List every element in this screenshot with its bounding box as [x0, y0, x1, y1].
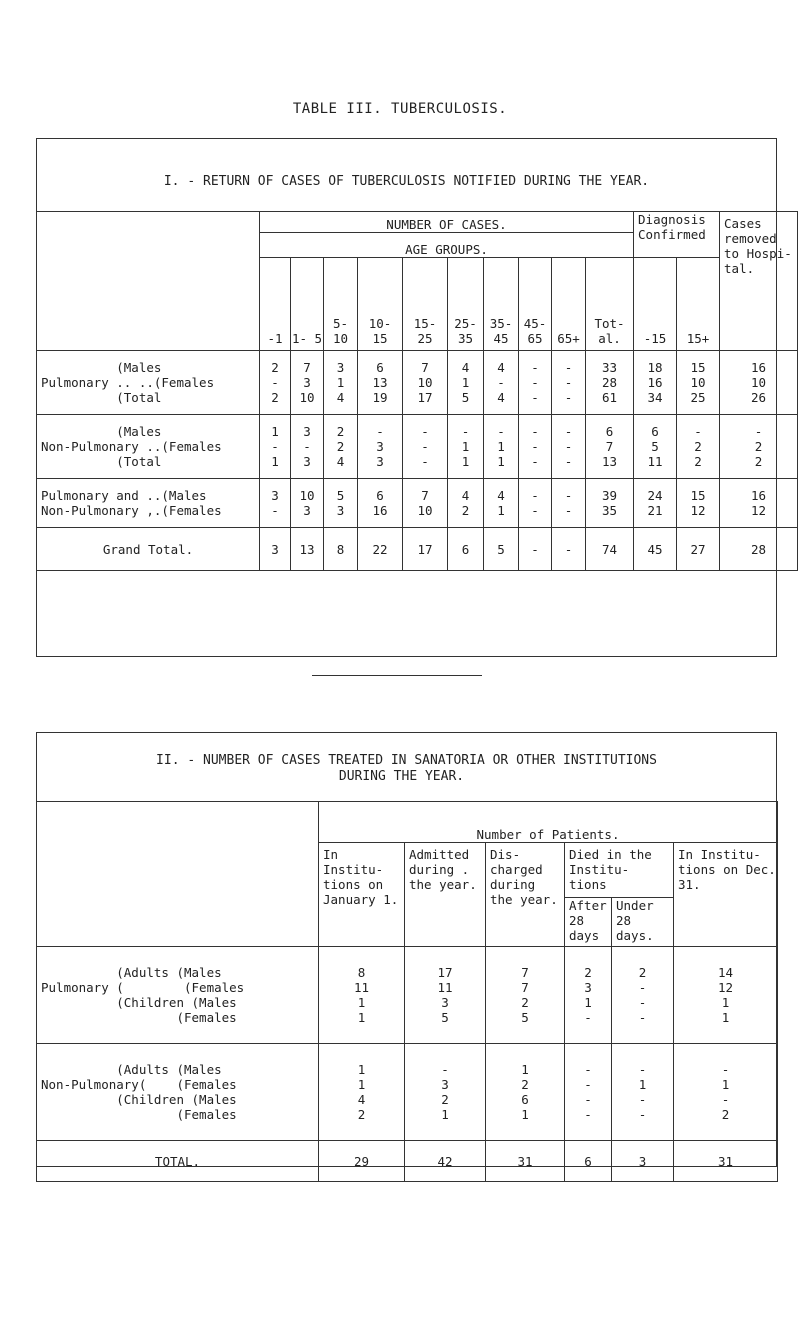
grand-total-value: 13 — [291, 528, 324, 571]
row-label-line: Pulmonary and ..(Males — [41, 488, 207, 503]
value-cell — [403, 415, 448, 479]
row-label-line: Non-Pulmonary( (Females — [41, 1077, 237, 1092]
value-cell — [484, 351, 519, 415]
total-row — [37, 1141, 778, 1182]
value-column: 1 1 4 2 — [357, 1062, 366, 1122]
value-cell — [634, 415, 677, 479]
row-label-line: (Adults (Males — [41, 965, 222, 980]
row-group-label — [37, 1044, 319, 1141]
value: - — [303, 439, 311, 454]
row-label-line: Pulmonary .. ..(Females — [41, 375, 215, 390]
value: 3 — [376, 454, 384, 469]
value: - — [497, 375, 505, 390]
value: 18 — [647, 360, 663, 375]
age-column-header: -1 — [260, 258, 291, 351]
value: 7 — [605, 439, 614, 454]
value: 16 — [750, 360, 767, 375]
age-column-header: 1- 5 — [291, 258, 324, 351]
total-value: 31 — [486, 1141, 565, 1182]
value: - — [564, 390, 573, 405]
row-label-line: Non-Pulmonary ,.(Females — [41, 503, 222, 518]
value: 1 — [497, 439, 505, 454]
value: 10 — [299, 488, 315, 503]
header-blank-cell — [37, 802, 319, 947]
value: - — [754, 424, 763, 439]
value-cell — [319, 947, 405, 1044]
value: - — [271, 503, 279, 518]
header-in-dec: In Institu- tions on Dec. 31. — [674, 843, 778, 947]
value: 2 — [694, 439, 702, 454]
value-column: - 1 - 2 — [721, 1062, 730, 1122]
value: 3 — [303, 454, 311, 469]
row-label-line: (Children (Males — [41, 995, 237, 1010]
header-col-discharged: Dis- charged during the year. — [486, 843, 565, 947]
header-age-groups: AGE GROUPS. — [260, 233, 634, 258]
value-cell — [486, 947, 565, 1044]
data-group-row — [37, 947, 778, 1044]
value: - — [531, 424, 539, 439]
table-2-title-line-2: DURING THE YEAR. — [338, 769, 465, 784]
value-column: 14 12 1 1 — [717, 965, 734, 1025]
value: 1 — [336, 375, 345, 390]
value-cell — [403, 351, 448, 415]
grand-total-value: 8 — [324, 528, 358, 571]
grand-total-value: 22 — [358, 528, 403, 571]
row-group-label — [37, 947, 319, 1044]
value-column: - 1 - - — [638, 1062, 647, 1122]
page-title: TABLE III. TUBERCULOSIS. — [292, 101, 508, 117]
value-cell — [358, 351, 403, 415]
total-value: 29 — [319, 1141, 405, 1182]
grand-total-value: 6 — [448, 528, 484, 571]
value: 35 — [601, 503, 618, 518]
value: - — [564, 454, 573, 469]
grand-total-value: 28 — [720, 528, 798, 571]
value: 33 — [601, 360, 618, 375]
value: 1 — [461, 454, 470, 469]
value: 6 — [605, 424, 614, 439]
value-cell — [552, 479, 586, 528]
grand-total-value: 5 — [484, 528, 519, 571]
value-cell — [324, 415, 358, 479]
data-group-row — [37, 351, 798, 415]
value-column: 7 7 2 5 — [521, 965, 529, 1025]
value: 3 — [336, 360, 345, 375]
value-cell — [448, 415, 484, 479]
value: 10 — [417, 375, 433, 390]
value-cell — [291, 479, 324, 528]
value: - — [497, 424, 505, 439]
value-column: - 3 2 1 — [441, 1062, 449, 1122]
value: - — [564, 375, 573, 390]
value: - — [421, 439, 429, 454]
grand-total-value: 17 — [403, 528, 448, 571]
row-label-line: (Males — [41, 360, 162, 375]
value-cell — [260, 479, 291, 528]
value: - — [461, 424, 470, 439]
value: 1 — [271, 424, 279, 439]
header-number-of-cases: NUMBER OF CASES. — [260, 212, 634, 233]
age-column-header: Tot- al. — [586, 258, 634, 351]
value: - — [531, 454, 539, 469]
header-col-in_jan: In Institu- tions on January 1. — [319, 843, 405, 947]
value: 1 — [497, 454, 505, 469]
value: 4 — [336, 390, 345, 405]
grand-total-row — [37, 528, 798, 571]
value-cell — [612, 947, 674, 1044]
value: - — [564, 424, 573, 439]
value: 16 — [372, 503, 388, 518]
grand-total-value: 27 — [677, 528, 720, 571]
value-cell — [519, 351, 552, 415]
value: 10 — [690, 375, 706, 390]
value-cell — [565, 947, 612, 1044]
value: 2 — [694, 454, 702, 469]
value: 7 — [303, 360, 311, 375]
value-cell — [448, 479, 484, 528]
value: - — [564, 439, 573, 454]
header-col-admitted: Admitted during . the year. — [405, 843, 486, 947]
value: 5 — [461, 390, 470, 405]
value-cell — [552, 351, 586, 415]
total-value: 6 — [565, 1141, 612, 1182]
value-cell — [291, 351, 324, 415]
row-label-line: (Adults (Males — [41, 1062, 222, 1077]
total-value: 31 — [674, 1141, 778, 1182]
header-blank-cell — [37, 212, 260, 351]
row-label-line: (Total — [41, 390, 162, 405]
diagnosis-column-header: -15 — [634, 258, 677, 351]
value: - — [531, 503, 539, 518]
value: 17 — [417, 390, 433, 405]
value-cell — [677, 351, 720, 415]
value: 2 — [754, 439, 763, 454]
value: 6 — [376, 360, 384, 375]
data-group-row — [37, 479, 798, 528]
value-cell — [612, 1044, 674, 1141]
value: 13 — [601, 454, 618, 469]
row-label-line: (Males — [41, 424, 162, 439]
total-label: TOTAL. — [37, 1141, 319, 1182]
header-number-of-patients: Number of Patients. — [319, 802, 778, 843]
grand-total-label: Grand Total. — [37, 528, 260, 571]
value-cell — [358, 415, 403, 479]
age-column-header: 65+ — [552, 258, 586, 351]
value-cell — [324, 351, 358, 415]
value-cell — [484, 479, 519, 528]
row-label-line: (Females — [41, 1010, 237, 1025]
value-cell — [586, 479, 634, 528]
age-column-header: 15- 25 — [403, 258, 448, 351]
value: 10 — [417, 503, 433, 518]
value: 4 — [497, 390, 505, 405]
row-label-line: (Children (Males — [41, 1092, 237, 1107]
data-group-row — [37, 415, 798, 479]
value: 2 — [336, 424, 345, 439]
value-cell — [586, 351, 634, 415]
value: - — [376, 424, 384, 439]
age-column-header: 35- 45 — [484, 258, 519, 351]
table-2-title-line-1: II. - NUMBER OF CASES TREATED IN SANATORIA OR OTHER INSTITUTIONS — [156, 753, 657, 768]
table-1-title: I. - RETURN OF CASES OF TUBERCULOSIS NOTIFIED DURING THE YEAR. — [163, 174, 650, 189]
value: 3 — [303, 503, 311, 518]
value-cell — [358, 479, 403, 528]
value: - — [531, 488, 539, 503]
value-column: 17 11 3 5 — [437, 965, 453, 1025]
value: 3 — [303, 375, 311, 390]
value: 26 — [750, 390, 767, 405]
value: 2 — [271, 390, 279, 405]
value-column: 1 2 6 1 — [521, 1062, 529, 1122]
age-column-header: 45- 65 — [519, 258, 552, 351]
age-column-header: 5- 10 — [324, 258, 358, 351]
value: 13 — [372, 375, 388, 390]
value: 34 — [647, 390, 663, 405]
header-after-28-days: After 28 days — [565, 898, 612, 947]
grand-total-value: 74 — [586, 528, 634, 571]
value-cell — [260, 351, 291, 415]
sanatoria-cases-table — [36, 801, 778, 1182]
value-cell — [677, 415, 720, 479]
value: 6 — [376, 488, 384, 503]
row-label-line: Pulmonary ( (Females — [41, 980, 245, 995]
value-cell — [291, 415, 324, 479]
value: 3 — [303, 424, 311, 439]
value: - — [564, 360, 573, 375]
value: 3 — [271, 488, 279, 503]
value-cell — [405, 1044, 486, 1141]
total-value: 42 — [405, 1141, 486, 1182]
value-cell — [324, 479, 358, 528]
value: 1 — [461, 439, 470, 454]
value: 15 — [690, 360, 706, 375]
value-cell — [720, 351, 798, 415]
value-column: 2 - - - — [638, 965, 647, 1025]
value: 15 — [690, 488, 706, 503]
value: 19 — [372, 390, 388, 405]
value: 1 — [271, 454, 279, 469]
row-group-label — [37, 415, 260, 479]
row-group-label — [37, 351, 260, 415]
value: 5 — [336, 488, 345, 503]
value: - — [271, 439, 279, 454]
value-cell — [720, 415, 798, 479]
value: 61 — [601, 390, 618, 405]
value: 7 — [421, 360, 429, 375]
value: 25 — [690, 390, 706, 405]
value-cell — [260, 415, 291, 479]
value-column: 8 11 1 1 — [353, 965, 370, 1025]
age-column-header: 25- 35 — [448, 258, 484, 351]
value: - — [531, 390, 539, 405]
value: 16 — [647, 375, 663, 390]
row-label-line: (Total — [41, 454, 162, 469]
value-cell — [634, 351, 677, 415]
value: 21 — [647, 503, 663, 518]
value: 4 — [461, 360, 470, 375]
value: 12 — [750, 503, 767, 518]
header-row — [37, 212, 798, 233]
grand-total-value: 45 — [634, 528, 677, 571]
value: - — [531, 439, 539, 454]
section-divider — [312, 675, 482, 676]
value: - — [421, 424, 429, 439]
value-cell — [405, 947, 486, 1044]
value: 6 — [651, 424, 659, 439]
value: 24 — [647, 488, 663, 503]
value-cell — [634, 479, 677, 528]
value-cell — [674, 947, 778, 1044]
value: 4 — [336, 454, 345, 469]
diagnosis-column-header: 15+ — [677, 258, 720, 351]
header-under-28-days: Under 28 days. — [612, 898, 674, 947]
value: - — [564, 503, 573, 518]
value-cell — [565, 1044, 612, 1141]
value-cell — [484, 415, 519, 479]
grand-total-value: - — [552, 528, 586, 571]
value: 10 — [299, 390, 315, 405]
value-cell — [448, 351, 484, 415]
value-cell — [674, 1044, 778, 1141]
row-label-line: Non-Pulmonary ..(Females — [41, 439, 222, 454]
value-cell — [519, 415, 552, 479]
value: 4 — [461, 488, 470, 503]
value: 1 — [497, 503, 505, 518]
value-cell — [586, 415, 634, 479]
value-cell — [519, 479, 552, 528]
header-row — [37, 802, 778, 843]
value-cell — [403, 479, 448, 528]
tuberculosis-notified-table — [36, 211, 798, 571]
grand-total-value: - — [519, 528, 552, 571]
value-cell — [319, 1044, 405, 1141]
header-died: Died in the Institu- tions — [565, 843, 674, 898]
value: - — [531, 360, 539, 375]
value-column: 2 3 1 - — [584, 965, 592, 1025]
value: 2 — [336, 439, 345, 454]
value-cell — [486, 1044, 565, 1141]
row-label-line: (Females — [41, 1107, 237, 1122]
value: 39 — [601, 488, 618, 503]
row-group-label — [37, 479, 260, 528]
grand-total-value: 3 — [260, 528, 291, 571]
value: 3 — [336, 503, 345, 518]
value: 11 — [647, 454, 663, 469]
value: 4 — [497, 360, 505, 375]
value: 1 — [461, 375, 470, 390]
value-cell — [677, 479, 720, 528]
value: 2 — [754, 454, 763, 469]
value: 2 — [271, 360, 279, 375]
value: - — [564, 488, 573, 503]
value: - — [531, 375, 539, 390]
value: - — [271, 375, 279, 390]
value: - — [421, 454, 429, 469]
value-cell — [552, 415, 586, 479]
value: 28 — [601, 375, 618, 390]
value-cell — [720, 479, 798, 528]
data-group-row — [37, 1044, 778, 1141]
header-cases-removed: Cases removed to Hospi- tal. — [720, 212, 798, 351]
value: 16 — [750, 488, 767, 503]
value: 7 — [421, 488, 429, 503]
value: 4 — [497, 488, 505, 503]
value: 5 — [651, 439, 659, 454]
value: 12 — [690, 503, 706, 518]
value: 2 — [461, 503, 470, 518]
age-column-header: 10- 15 — [358, 258, 403, 351]
header-diagnosis-confirmed: Diagnosis Confirmed — [634, 212, 720, 258]
value: 3 — [376, 439, 384, 454]
value: 10 — [750, 375, 767, 390]
total-value: 3 — [612, 1141, 674, 1182]
value: - — [694, 424, 702, 439]
value-column: - - - - — [584, 1062, 592, 1122]
